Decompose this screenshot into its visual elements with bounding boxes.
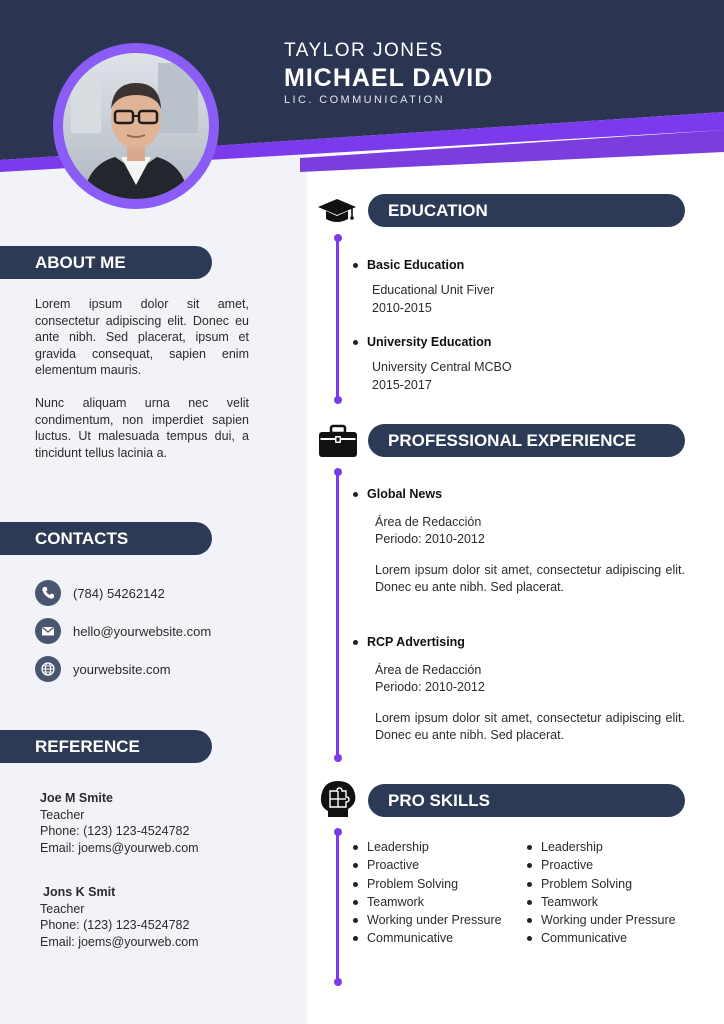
globe-icon [35, 656, 61, 682]
reference-heading: REFERENCE [0, 730, 212, 763]
phone-icon [35, 580, 61, 606]
reference-role: Teacher [40, 807, 85, 822]
about-paragraph-1: Lorem ipsum dolor sit amet, consectetur adipiscing elit. Donec eu ante nibh. Sed placerat, ipsum et gravida consequat, sapien enim elementum mauris. [35, 297, 249, 377]
graduation-cap-icon [317, 197, 357, 225]
skill-item: Problem Solving [527, 875, 676, 893]
reference-phone: Phone: (123) 123-4524782 [40, 918, 190, 932]
experience-period: Periodo: 2010-2012 [375, 532, 485, 546]
skills-list-left [353, 838, 502, 948]
contacts-heading: CONTACTS [0, 522, 212, 555]
skill-item: Proactive [527, 856, 676, 874]
mail-icon [35, 618, 61, 644]
last-name: MICHAEL DAVID [284, 64, 494, 92]
skills-heading: PRO SKILLS [368, 784, 685, 817]
skill-item: Teamwork [353, 893, 502, 911]
about-heading: ABOUT ME [0, 246, 212, 279]
skill-item: Teamwork [527, 893, 676, 911]
education-years: 2015-2017 [372, 378, 432, 392]
contact-phone [35, 580, 165, 606]
timeline-dot [334, 754, 342, 762]
puzzle-head-icon [318, 779, 358, 819]
timeline-dot [334, 468, 342, 476]
first-name: TAYLOR JONES [284, 40, 444, 61]
education-place: University Central MCBO [372, 360, 512, 374]
education-title: University Education [367, 335, 492, 349]
reference-phone: Phone: (123) 123-4524782 [40, 824, 190, 838]
reference-email: Email: joems@yourweb.com [40, 934, 199, 949]
education-heading: EDUCATION [368, 194, 685, 227]
experience-period: Periodo: 2010-2012 [375, 680, 485, 694]
skill-item: Communicative [527, 929, 676, 947]
skills-timeline [336, 832, 339, 982]
about-paragraph-2: Nunc aliquam urna nec velit condimentum, non imperdiet sapien luctus. Ut malesuada tempus dui, a tincidunt tellus lacinia a. [35, 396, 249, 460]
skill-item: Proactive [353, 856, 502, 874]
timeline-dot [334, 234, 342, 242]
bullet [353, 640, 358, 645]
skill-item: Working under Pressure [527, 911, 676, 929]
education-timeline [336, 238, 339, 400]
bullet [353, 492, 358, 497]
contact-website [35, 656, 171, 682]
email-text: hello@yourwebsite.com [73, 623, 212, 639]
briefcase-icon [318, 424, 358, 458]
skills-list-right [527, 838, 676, 948]
experience-description: Lorem ipsum dolor sit amet, consectetur adipiscing elit. Donec eu ante nibh. Sed placerat. [375, 563, 685, 594]
reference-role: Teacher [40, 901, 85, 916]
reference-1 [40, 790, 199, 856]
timeline-dot [334, 828, 342, 836]
bullet [353, 263, 358, 268]
experience-timeline [336, 472, 339, 758]
education-title: Basic Education [367, 258, 465, 272]
bullet [353, 340, 358, 345]
skill-item: Problem Solving [353, 875, 502, 893]
experience-area: Área de Redacción [375, 515, 482, 529]
experience-company: Global News [367, 487, 443, 501]
skill-item: Leadership [527, 838, 676, 856]
skill-item: Working under Pressure [353, 911, 502, 929]
experience-area: Área de Redacción [375, 663, 482, 677]
profile-photo [63, 53, 209, 199]
reference-name: Joe M Smite [40, 791, 113, 805]
reference-2 [40, 884, 199, 950]
skill-item: Communicative [353, 929, 502, 947]
experience-description: Lorem ipsum dolor sit amet, consectetur adipiscing elit. Donec eu ante nibh. Sed placerat. [375, 711, 685, 742]
website-text: yourwebsite.com [73, 661, 171, 677]
reference-name: Jons K Smit [43, 885, 116, 899]
reference-email: Email: joems@yourweb.com [40, 840, 199, 855]
education-years: 2010-2015 [372, 301, 432, 315]
timeline-dot [334, 978, 342, 986]
portrait-icon [63, 53, 209, 199]
experience-heading: PROFESSIONAL EXPERIENCE [368, 424, 685, 457]
phone-text: (784) 54262142 [73, 585, 165, 601]
skill-item: Leadership [353, 838, 502, 856]
profile-photo-frame [53, 43, 219, 209]
timeline-dot [334, 396, 342, 404]
contact-email [35, 618, 211, 644]
experience-company: RCP Advertising [367, 635, 465, 649]
education-place: Educational Unit Fiver [372, 283, 495, 297]
job-title: LIC. COMMUNICATION [284, 94, 445, 106]
